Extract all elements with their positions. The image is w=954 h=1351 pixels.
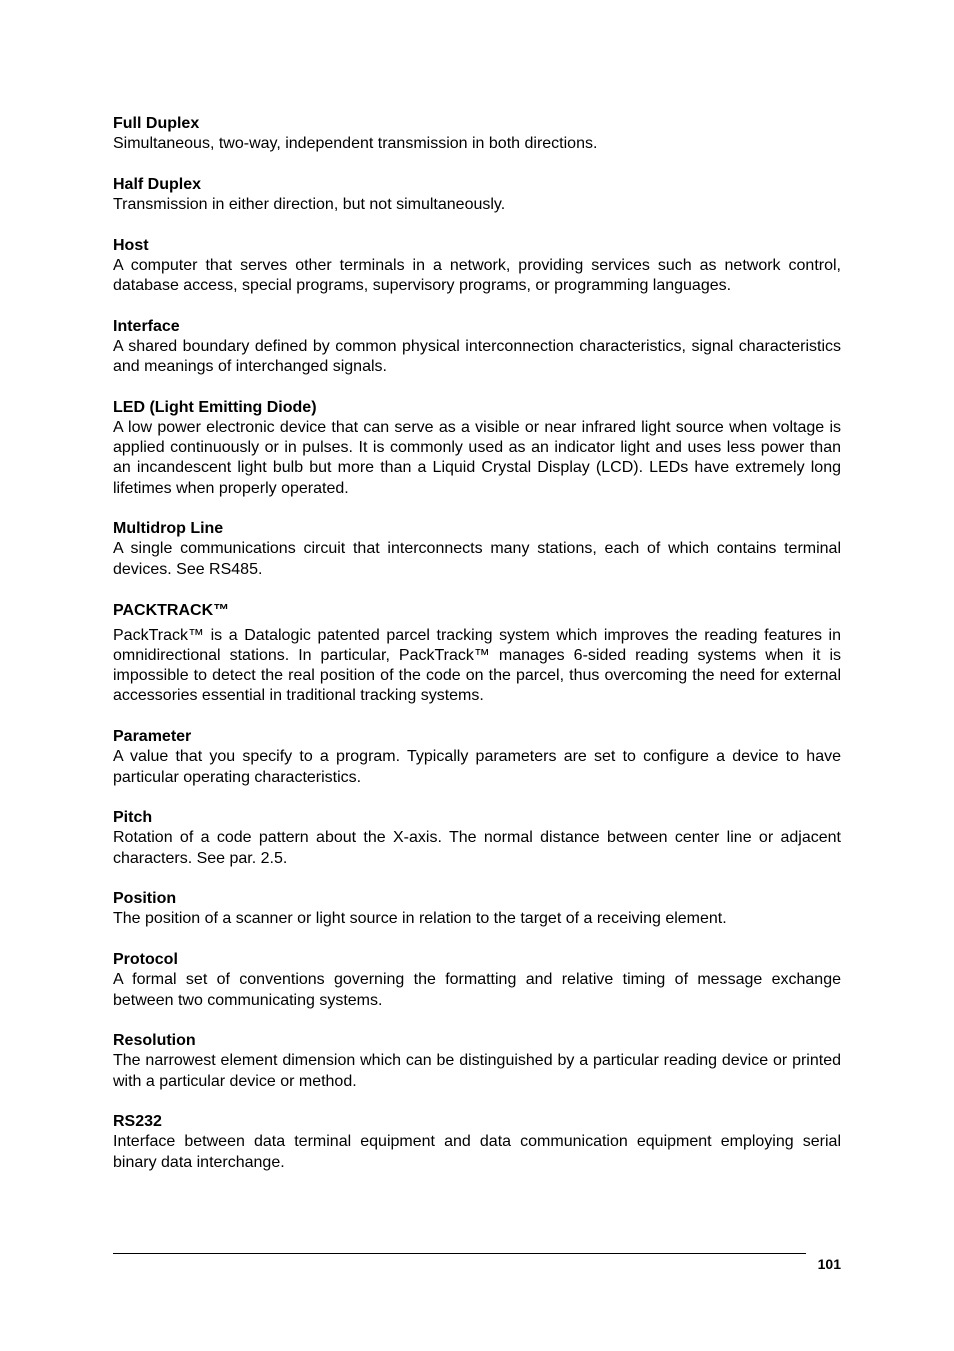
glossary-term: Resolution — [113, 1032, 196, 1050]
glossary-definition: A single communications circuit that interconnects many stations, each of which contains terminal devices. See RS485. — [113, 540, 841, 578]
glossary-term: PACKTRACK™ — [113, 601, 230, 619]
glossary-definition: The narrowest element dimension which can be distinguished by a particular reading device or printed with a particular device or method. — [113, 1052, 841, 1090]
glossary-entry-multidrop-line — [113, 519, 841, 580]
glossary-definition: The position of a scanner or light source in relation to the target of a receiving element. — [113, 910, 727, 928]
glossary-definition: A formal set of conventions governing the formatting and relative timing of message exchange between two communicating systems. — [113, 971, 841, 1009]
glossary-definition: PackTrack™ is a Datalogic patented parcel tracking system which improves the reading features in omnidirectional stations. In particular, PackTrack™ manages 6-sided reading systems when it is impossible to detect the real position of the code on the parcel, thus overcoming the need for external accessories essential in traditional tracking systems. — [113, 626, 841, 705]
glossary-term: Half Duplex — [113, 175, 202, 193]
glossary-term: Pitch — [113, 809, 153, 827]
glossary-definition: Transmission in either direction, but not simultaneously. — [113, 195, 506, 213]
glossary-definition: Interface between data terminal equipment and data communication equipment employing serial binary data interchange. — [113, 1133, 841, 1171]
page-number: 101 — [817, 1256, 841, 1272]
glossary-entry-protocol — [113, 950, 841, 1011]
footer-divider — [113, 1253, 806, 1254]
glossary-definition: Rotation of a code pattern about the X-axis. The normal distance between center line or adjacent characters. See par. 2.5. — [113, 829, 841, 867]
glossary-entry-parameter — [113, 727, 841, 788]
glossary-definition: A shared boundary defined by common physical interconnection characteristics, signal characteristics and meanings of interchanged signals. — [113, 337, 841, 375]
glossary-term: Full Duplex — [113, 115, 200, 132]
glossary-term: Interface — [113, 317, 180, 335]
glossary-term: Multidrop Line — [113, 520, 224, 538]
glossary-entry-pitch — [113, 808, 841, 869]
glossary-entry-full-duplex — [113, 114, 841, 154]
glossary-term: Parameter — [113, 728, 192, 746]
glossary-entry-packtrack — [113, 601, 841, 707]
glossary-list — [113, 114, 841, 1194]
glossary-definition: A computer that serves other terminals in a network, providing services such as network control, database access, special programs, supervisory programs, or programming languages. — [113, 256, 841, 294]
glossary-entry-interface — [113, 317, 841, 378]
glossary-term: Protocol — [113, 951, 178, 969]
glossary-term: Position — [113, 890, 177, 908]
glossary-entry-led — [113, 398, 841, 499]
glossary-entry-rs232 — [113, 1112, 841, 1173]
glossary-entry-position — [113, 889, 841, 929]
glossary-entry-resolution — [113, 1031, 841, 1092]
glossary-definition: Simultaneous, two-way, independent transmission in both directions. — [113, 135, 598, 152]
glossary-term: RS232 — [113, 1113, 162, 1131]
glossary-entry-half-duplex — [113, 175, 841, 215]
glossary-term: LED (Light Emitting Diode) — [113, 398, 317, 416]
glossary-definition: A value that you specify to a program. Typically parameters are set to configure a device to have particular operating characteristics. — [113, 748, 841, 786]
glossary-definition: A low power electronic device that can serve as a visible or near infrared light source when voltage is applied continuously or in pulses. It is commonly used as an indicator light and uses less power than an incandescent light bulb but more than a Liquid Crystal Display (LCD). LEDs have extremely long lifetimes when properly operated. — [113, 418, 841, 497]
glossary-term: Host — [113, 236, 149, 254]
glossary-entry-host — [113, 236, 841, 297]
